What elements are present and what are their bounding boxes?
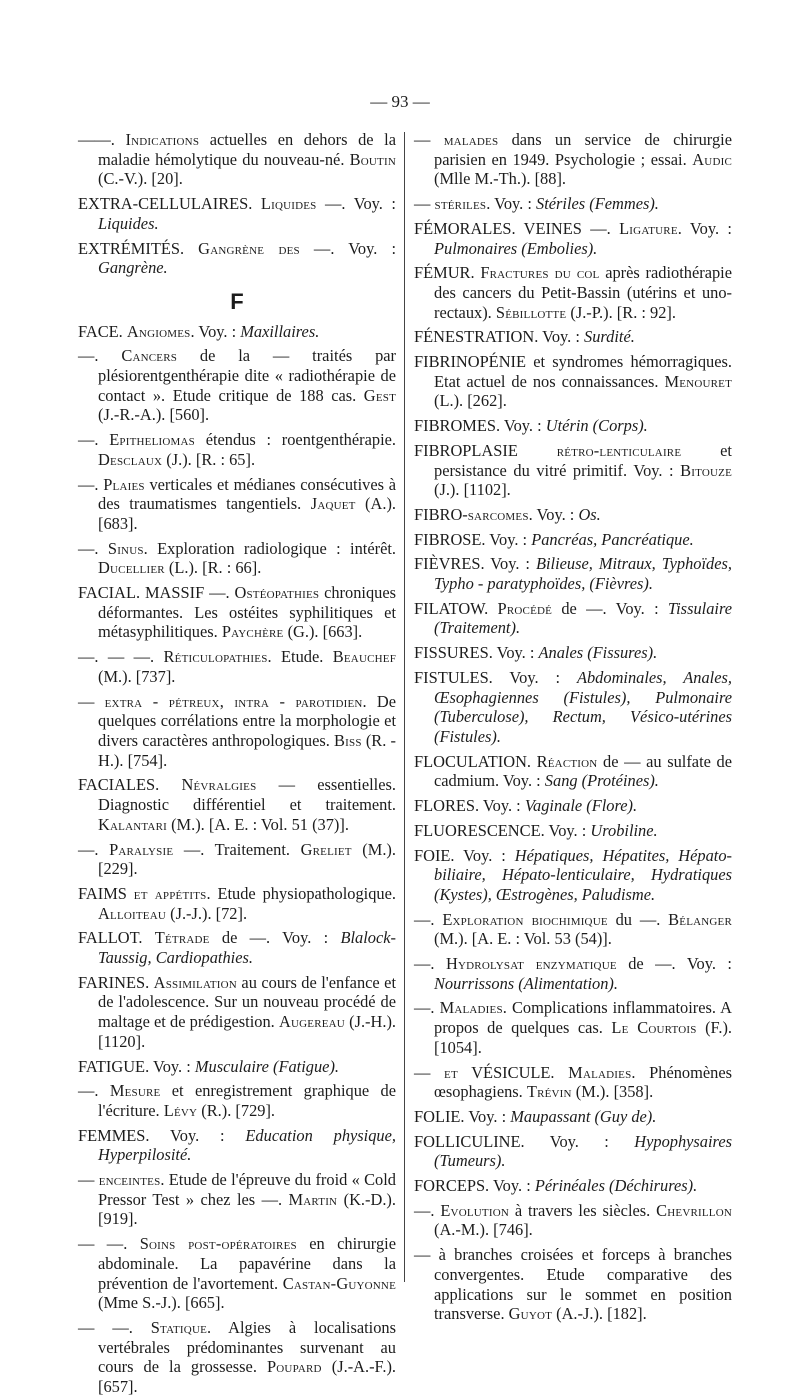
entry-text: . Voy. : (677, 218, 732, 238)
entry-text: et persistance du vitré primitif. Voy. : (434, 440, 732, 480)
entry-text: —. (78, 839, 110, 859)
entry-italic-text: Pancréas, Pancréatique. (531, 529, 694, 549)
entry-text: FOLLICULINE. Voy. : (414, 1131, 635, 1151)
entry-italic-text: Périnéales (Déchirures). (534, 1176, 698, 1196)
entry-text: —. (78, 474, 104, 494)
index-entry (414, 998, 732, 1057)
entry-smallcaps-text: Gest (363, 385, 396, 405)
entry-smallcaps-text: Augereau (278, 1012, 345, 1032)
index-entry (78, 130, 396, 189)
entry-smallcaps-text: Audic (692, 149, 732, 169)
entry-italic-text: Education physique, Hyperpilosité. (98, 1125, 396, 1165)
index-entry (78, 647, 396, 686)
entry-smallcaps-text: Alloiteau (98, 903, 167, 923)
entry-smallcaps-text: et (444, 1062, 458, 1082)
entry-smallcaps-text: Evolution (440, 1200, 509, 1220)
index-entry (414, 130, 732, 189)
index-entry (414, 821, 732, 841)
entry-text: —. Voy. : (299, 238, 397, 258)
index-entry (78, 322, 396, 342)
entry-text: . Algies à localisations vertébrales prédominantes survenant au cours de la grossesse. (98, 1317, 396, 1377)
entry-text: FIBRINOPÉNIE et syndromes hémorragiques. Etat actuel de nos connaissances. (414, 352, 732, 391)
entry-text: —. (78, 1081, 110, 1101)
entry-text: après radiothérapie des cancers du Petit-Bassin (utérins et uno-rectaux). (434, 263, 732, 322)
entry-text: (M.). [358]. (571, 1082, 654, 1102)
index-entry (414, 352, 732, 411)
index-entry (414, 752, 732, 791)
entry-text: — (414, 1062, 445, 1082)
entry-text: FISTULES. Voy. : (414, 667, 577, 687)
entry-italic-text: Pulmonaires (Embolies). (434, 238, 598, 258)
entry-text: FATIGUE. Voy. : (78, 1056, 195, 1076)
index-entry (414, 1201, 732, 1240)
entry-text: . De quelques corrélations entre la morphologie et divers caractères anthropologiques. (98, 691, 396, 750)
entry-text: —. (414, 909, 443, 929)
entry-text: —. (414, 1200, 441, 1220)
index-entry (414, 441, 732, 500)
entry-smallcaps-text: Paychère (221, 622, 284, 642)
entry-text: FIBROMES. Voy. : (414, 416, 546, 436)
entry-smallcaps-text: Mesure (109, 1081, 161, 1101)
entry-text: (A.-M.). [746]. (434, 1220, 533, 1240)
entry-smallcaps-text: Trévin (526, 1082, 572, 1102)
entry-text: . Etude de l'épreuve du froid « Cold Pressor Test » chez les —. (98, 1170, 396, 1209)
entry-smallcaps-text: Cancers (121, 346, 178, 366)
index-entry (414, 1176, 732, 1196)
entry-text: . Voy. : (528, 504, 579, 524)
entry-smallcaps-text: Chevrillon (656, 1200, 732, 1220)
entry-smallcaps-text: Gangrène des (198, 238, 300, 258)
index-entry (78, 775, 396, 834)
entry-italic-text: Musculaire (Fatigue). (194, 1056, 340, 1076)
entry-text: — (414, 130, 444, 149)
entry-smallcaps-text: Plaies (103, 474, 145, 494)
entry-text: . Exploration radiologique : intérêt. (143, 538, 397, 558)
index-entry (414, 1245, 732, 1324)
entry-text: FLUORESCENCE. Voy. : (414, 820, 591, 840)
entry-text: (R.). [729]. (197, 1100, 276, 1120)
index-entry (78, 1234, 396, 1313)
entry-text: de —. Voy. : (616, 954, 732, 974)
entry-smallcaps-text: et appétits (133, 883, 207, 903)
entry-text: (J.-R.-A.). [560]. (98, 405, 210, 425)
entry-italic-text: Tissulaire (Traitement). (434, 598, 732, 638)
index-entry (414, 1107, 732, 1127)
index-entry (78, 475, 396, 534)
entry-smallcaps-text: Hydrolysat enzymatique (445, 954, 617, 974)
entry-smallcaps-text: Réticulopathies (163, 647, 268, 667)
entry-text: (A.). [683]. (98, 494, 397, 533)
entry-text: — —. (78, 1317, 151, 1337)
entry-smallcaps-text: Ducellier (98, 558, 165, 578)
entry-smallcaps-text: rétro-lenticulaire (556, 440, 682, 460)
index-entry (78, 583, 396, 642)
entry-text: . Voy. : (486, 194, 537, 214)
entry-text: (A.-J.). [182]. (552, 1304, 647, 1324)
entry-italic-text: Abdominales, Anales, Œsophagiennes (Fistules), Pulmonaire (Tuberculose), Rectum, Vésico-utérines (Fistules). (434, 667, 732, 746)
entry-italic-text: Liquides. (98, 213, 159, 233)
entry-smallcaps-text: Desclaux (98, 449, 163, 469)
entry-smallcaps-text: Statique (150, 1317, 208, 1337)
index-entry (414, 668, 732, 747)
right-column (414, 130, 732, 1324)
entry-smallcaps-text: Boutin (349, 149, 396, 169)
index-entry (414, 219, 732, 258)
entry-text: FALLOT. (78, 928, 155, 948)
entry-text: (R. - H.). [754]. (98, 730, 396, 770)
entry-smallcaps-text: Biss (334, 730, 362, 750)
entry-italic-text: Anales (Fissures). (538, 643, 658, 663)
entry-text: —. Voy. : (316, 194, 396, 214)
entry-text: —. (78, 430, 110, 450)
entry-italic-text: Sang (Protéines). (544, 771, 659, 791)
entry-smallcaps-text: Bélanger (668, 909, 732, 929)
index-entry (414, 416, 732, 436)
entry-italic-text: Nourrissons (Alimentation). (434, 973, 618, 993)
entry-text: —. (414, 998, 440, 1018)
index-entry (414, 643, 732, 663)
entry-text: (J.-A.-F.). [657]. (98, 1357, 396, 1397)
entry-text: chroniques déformantes. Les ostéites syphilitiques et métasyphilitiques. (98, 583, 396, 642)
entry-text: (J.). [R. : 65]. (162, 449, 256, 469)
entry-text: —. Traitement. (173, 839, 301, 859)
index-entry (414, 530, 732, 550)
entry-italic-text: Hypophysaires (Tumeurs). (434, 1131, 732, 1171)
entry-text: (M.). [737]. (98, 666, 176, 686)
entry-text: (Mlle M.-Th.). [88]. (434, 169, 567, 189)
entry-text: —. (78, 346, 122, 366)
entry-italic-text: Surdité. (584, 327, 635, 347)
index-entry (78, 928, 396, 967)
entry-text: . Etude physiopathologique. (206, 883, 397, 903)
entry-italic-text: Hépatiques, Hépatites, Hépato-biliaire, Hépato-lenticulaire, Hydratiques (Kystes), Œstrogènes, Paludisme. (434, 845, 733, 904)
index-entry (78, 973, 396, 1052)
index-entry (78, 1057, 396, 1077)
entry-italic-text: Vaginale (Flore). (524, 796, 638, 816)
entry-text: . Voy. : (190, 321, 241, 341)
entry-text: dans un service de chirurgie parisien en 1949. Psychologie ; essai. (434, 130, 732, 169)
entry-text: du —. (607, 909, 669, 929)
entry-smallcaps-text: Maladies (568, 1062, 632, 1082)
entry-text: FEMMES. Voy. : (78, 1125, 246, 1145)
entry-smallcaps-text: Guyot (508, 1304, 553, 1324)
index-entry (414, 505, 732, 525)
entry-smallcaps-text: Poupard (266, 1357, 322, 1377)
entry-text: verticales et médianes consécutives à des traumatismes tangentiels. (98, 474, 396, 514)
entry-text: et enregistrement graphique de l'écriture. (98, 1081, 396, 1120)
entry-smallcaps-text: Tétrade (154, 928, 210, 948)
entry-smallcaps-text: Kalantari (98, 814, 167, 834)
entry-text: FOIE. Voy. : (414, 845, 515, 865)
entry-text: (M.). [A. E. : Vol. 51 (37)]. (166, 814, 349, 834)
entry-text: (K.-D.). [919]. (98, 1189, 396, 1229)
entry-text: — (78, 1170, 99, 1190)
entry-text: FACIAL. MASSIF —. (78, 583, 235, 603)
index-entry (414, 554, 732, 593)
entry-smallcaps-text: enceintes (98, 1170, 161, 1190)
entry-text: en chirurgie abdominale. La papavérine dans la prévention de l'avortement. (98, 1234, 396, 1293)
entry-text: (L.). [262]. (434, 391, 507, 411)
entry-text: — à branches croisées et forceps à branches convergentes. Etude comparative des applications sur le sommet en position transverse. (414, 1245, 732, 1324)
entry-smallcaps-text: Ligature (619, 218, 678, 238)
column-divider (404, 132, 405, 1282)
entry-smallcaps-text: Beauchef (332, 647, 397, 667)
index-entry (414, 796, 732, 816)
entry-text: FACE. (78, 321, 127, 341)
entry-italic-text: Utérin (Corps). (545, 416, 648, 436)
entry-smallcaps-text: Réaction (536, 751, 598, 771)
entry-text: FÉMUR. (414, 263, 481, 283)
index-entry (78, 1081, 396, 1120)
entry-text: ——. (78, 130, 126, 149)
entry-text: —. (78, 538, 108, 558)
entry-smallcaps-text: Exploration biochimique (442, 909, 608, 929)
entry-smallcaps-text: Bitouze (680, 460, 732, 480)
entry-text: (G.). [663]. (283, 622, 363, 642)
index-entry (414, 1063, 732, 1102)
entry-italic-text: Os. (578, 504, 601, 524)
index-entry (78, 692, 396, 771)
entry-text: FAIMS (78, 883, 134, 903)
entry-text: —. (414, 954, 446, 974)
index-entry (78, 346, 396, 425)
entry-smallcaps-text: sarcomes (467, 504, 529, 524)
entry-smallcaps-text: Jaquet (310, 494, 356, 514)
entry-text: . Phénomènes œsophagiens. (434, 1062, 732, 1102)
index-entry (78, 1170, 396, 1229)
entry-text: — —. (78, 1234, 140, 1254)
entry-text: (J.-J.). [72]. (166, 903, 248, 923)
index-entry (78, 430, 396, 469)
index-entry (414, 263, 732, 322)
entry-text: à travers les siècles. (508, 1200, 657, 1220)
entry-text: (C.-V.). [20]. (98, 169, 183, 189)
entry-italic-text: Blalock-Taussig, Cardiopathies. (98, 928, 396, 968)
entry-text: (J.). [1102]. (434, 480, 511, 500)
entry-italic-text: Bilieuse, Mitraux, Typhoïdes, Typho - paratyphoïdes, (Fièvres). (434, 554, 732, 594)
index-entry (78, 1126, 396, 1165)
entry-text: actuelles en dehors de la maladie hémolytique du nouveau-né. (98, 130, 396, 169)
entry-text: (J.-H.). [1120]. (98, 1012, 396, 1051)
entry-smallcaps-text: Menouret (664, 371, 732, 391)
entry-text: de —. Voy. : (209, 928, 341, 948)
entry-text: FILATOW. (414, 598, 498, 618)
entry-text: FACIALES. (78, 775, 182, 795)
entry-smallcaps-text: Sinus (107, 538, 144, 558)
entry-smallcaps-text: extra - pétreux, intra - parotidien (104, 691, 363, 711)
entry-text: — (78, 691, 105, 711)
index-entry (414, 1132, 732, 1171)
entry-text: (L.). [R. : 66]. (164, 558, 262, 578)
entry-text: de la — traités par plésiorentgenthérapie dite « radiothérapie de contact ». Etude critique de 188 cas. (98, 346, 396, 405)
entry-text: (M.). [229]. (98, 839, 396, 879)
index-entry (414, 910, 732, 949)
entry-text: FIBRO- (414, 504, 468, 524)
index-entry (414, 846, 732, 905)
entry-smallcaps-text: Assimilation (153, 972, 237, 992)
entry-smallcaps-text: Soins post-opératoires (139, 1234, 297, 1254)
entry-text: FOLIE. Voy. : (414, 1106, 511, 1126)
index-entry (78, 539, 396, 578)
index-entry (78, 239, 396, 278)
entry-smallcaps-text: Angiomes (126, 321, 191, 341)
index-entry (78, 884, 396, 923)
entry-smallcaps-text: Liquides (260, 194, 317, 214)
entry-text: FÉNESTRATION. Voy. : (414, 327, 584, 347)
left-column (78, 130, 396, 1397)
entry-smallcaps-text: Névralgies (181, 775, 257, 795)
entry-smallcaps-text: Martin (288, 1189, 338, 1209)
entry-text: EXTRA-CELLULAIRES. (78, 194, 261, 214)
entry-smallcaps-text: Lévy (163, 1100, 198, 1120)
entry-text: (J.-P.). [R. : 92]. (566, 302, 676, 322)
entry-text: FÉMORALES. VEINES —. (414, 218, 620, 238)
entry-smallcaps-text: stériles (434, 194, 487, 214)
entry-text: FORCEPS. Voy. : (414, 1176, 535, 1196)
entry-smallcaps-text: malades (443, 130, 499, 149)
section-letter (78, 288, 396, 314)
entry-text: FLORES. Voy. : (414, 796, 525, 816)
index-entry (414, 599, 732, 638)
entry-italic-text: Gangrène. (98, 258, 168, 278)
entry-smallcaps-text: Paralysie (109, 839, 174, 859)
entry-text: FIÈVRES. Voy. : (414, 554, 536, 574)
index-entry (414, 327, 732, 347)
entry-smallcaps-text: Greliet (300, 839, 352, 859)
entry-smallcaps-text: Le Courtois (611, 1018, 697, 1038)
index-entry (414, 954, 732, 993)
entry-text: F (230, 288, 244, 314)
index-entry (414, 194, 732, 214)
entry-text: FARINES. (78, 972, 154, 992)
entry-text: étendus : roentgenthérapie. (194, 430, 396, 450)
entry-text: FIBROPLASIE (414, 440, 557, 460)
entry-text: de — au sulfate de cadmium. Voy. : (434, 751, 732, 791)
entry-text: VÉSICULE. (457, 1062, 569, 1082)
entry-text: (Mme S.-J.). [665]. (98, 1293, 225, 1313)
entry-smallcaps-text: Procédé (497, 598, 553, 618)
entry-text: — (414, 194, 435, 214)
entry-text: . Etude. (267, 647, 333, 667)
entry-text: —. — —. (78, 647, 164, 667)
entry-smallcaps-text: Sébillotte (495, 302, 567, 322)
index-entry (78, 1318, 396, 1397)
entry-text: . Complications inflammatoires. A propos de quelques cas. (434, 998, 732, 1038)
entry-smallcaps-text: Fractures du col (480, 263, 600, 283)
entry-text: au cours de l'enfance et de l'adolescence. Sur un nouveau procédé de maltage et de prédigestion. (98, 972, 396, 1032)
entry-text: FIBROSE. Voy. : (414, 529, 532, 549)
entry-italic-text: Stériles (Femmes). (536, 194, 659, 214)
entry-italic-text: Maupassant (Guy de). (510, 1106, 657, 1126)
entry-text: de —. Voy. : (552, 598, 668, 618)
entry-smallcaps-text: Castan-Guyonne (282, 1273, 396, 1293)
entry-smallcaps-text: Maladies (439, 998, 503, 1018)
entry-text: FLOCULATION. (414, 751, 537, 771)
entry-text: (M.). [A. E. : Vol. 53 (54)]. (434, 929, 612, 949)
page-number: — 93 — (370, 92, 430, 111)
entry-text: (F.). [1054]. (434, 1018, 732, 1057)
index-entry (78, 194, 396, 233)
entry-smallcaps-text: Epitheliomas (109, 430, 195, 450)
entry-smallcaps-text: Ostéopathies (234, 583, 320, 603)
entry-smallcaps-text: Indications (125, 130, 200, 149)
entry-text: EXTRÉMITÉS. (78, 238, 199, 258)
entry-italic-text: Maxillaires. (240, 321, 320, 341)
index-entry (78, 840, 396, 879)
entry-text: FISSURES. Voy. : (414, 643, 539, 663)
entry-text: — essentielles. Diagnostic différentiel et traitement. (98, 775, 396, 815)
entry-italic-text: Urobiline. (590, 820, 658, 840)
